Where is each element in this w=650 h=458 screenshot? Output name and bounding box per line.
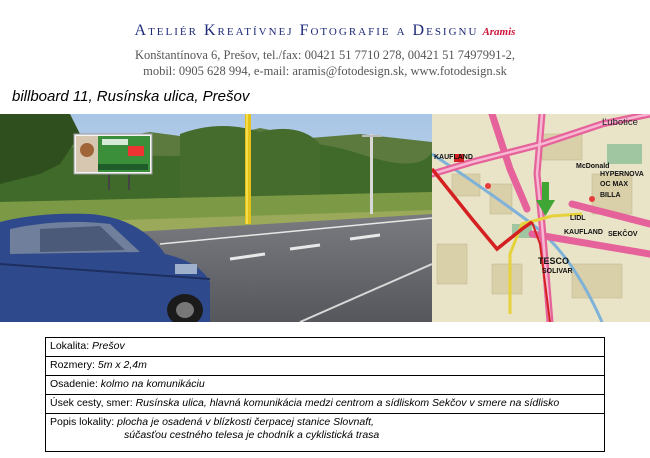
osadenie-value: kolmo na komunikáciu <box>100 378 205 390</box>
map-label-sekcov: SEKČOV <box>608 231 638 238</box>
popis-value-line2: súčasťou cestného telesa je chodník a cyklistická trasa <box>124 429 380 441</box>
company-name: Ateliér Kreatívnej Fotografie a Designu <box>134 22 479 39</box>
map-label-hypernova: HYPERNOVA <box>600 171 644 178</box>
info-row-lokalita <box>46 338 605 357</box>
billboard-photo <box>0 114 432 322</box>
map-label-lubotice: Ľubotice <box>602 117 638 128</box>
map-label-tesco: TESCO <box>538 256 570 266</box>
rozmery-label: Rozmery: <box>50 359 95 371</box>
map-label-kaufland-top: KAUFLAND <box>434 154 473 161</box>
rozmery-value: 5m x 2,4m <box>97 359 147 371</box>
address-line: Konštantínova 6, Prešov, tel./fax: 00421 51 7710 278, 00421 51 7497991-2, <box>134 48 516 62</box>
info-row-rozmery <box>46 357 605 376</box>
map-label-solivar: SOLIVAR <box>542 268 573 275</box>
usek-label: Úsek cesty, smer: <box>50 397 133 409</box>
aramis-logo: Aramis <box>482 26 516 38</box>
popis-label: Popis lokality: <box>50 416 115 428</box>
info-row-popis <box>46 414 605 452</box>
billboard-info-table <box>45 337 605 452</box>
usek-value: Rusínska ulica, hlavná komunikácia medzi centrom a sídliskom Sekčov v smere na sídlisko <box>135 397 560 409</box>
info-row-osadenie <box>46 376 605 395</box>
lokalita-value: Prešov <box>92 340 125 352</box>
map-label-oc-max: OC MAX <box>600 181 628 188</box>
map-label-mcdonald: McDonald <box>576 163 610 170</box>
map-label-billa: BILLA <box>600 192 621 199</box>
lokalita-label: Lokalita: <box>50 340 90 352</box>
company-title <box>0 22 650 40</box>
popis-value-line1: plocha je osadená v blízkosti čerpacej stanice Slovnaft, <box>117 416 374 428</box>
map-label-lidl: LIDL <box>570 215 586 222</box>
info-row-usek <box>46 395 605 414</box>
osadenie-label: Osadenie: <box>50 378 98 390</box>
location-map <box>432 114 650 322</box>
contact-line: mobil: 0905 628 994, e-mail: aramis@fotodesign.sk, www.fotodesign.sk <box>143 64 507 78</box>
map-label-kaufland-bottom: KAUFLAND <box>564 229 603 236</box>
billboard-caption: billboard 11, Rusínska ulica, Prešov <box>12 88 250 105</box>
